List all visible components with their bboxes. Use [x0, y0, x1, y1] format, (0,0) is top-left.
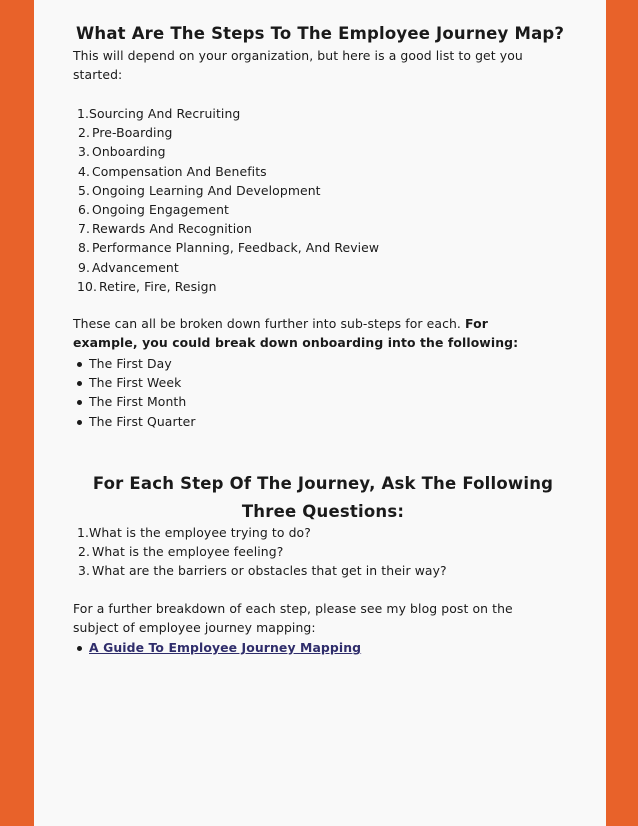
list-item [73, 638, 361, 657]
breakdown-emphasis: For example, you could break down onboarding into the following: [73, 316, 519, 351]
list-item: 10. Retire, Fire, Resign [76, 278, 217, 294]
onboarding-bullet-list [73, 354, 196, 431]
link-list [73, 638, 361, 657]
list-item: 7. Rewards And Recognition [77, 221, 252, 237]
intro-paragraph: This will depend on your organization, but here is a good list to get you started: [73, 48, 523, 83]
journey-steps-list [73, 104, 379, 296]
list-item: 1.Sourcing And Recruiting [76, 106, 241, 121]
questions-heading: For Each Step Of The Journey, Ask The Following Three Questions: [92, 474, 554, 521]
list-item: 3. Onboarding [77, 144, 166, 160]
list-item: The First Week [73, 373, 196, 392]
page-title: What Are The Steps To The Employee Journey Map? [76, 24, 565, 43]
list-item: 2. What is the employee feeling? [77, 544, 284, 560]
list-item: The First Month [73, 392, 196, 411]
list-item: 8. Performance Planning, Feedback, And Review [77, 240, 380, 256]
questions-list [73, 523, 447, 581]
list-item: 9. Advancement [77, 259, 179, 275]
list-item: 3. What are the barriers or obstacles that get in their way? [77, 563, 447, 579]
list-item: The First Quarter [73, 412, 196, 431]
list-item: 4. Compensation And Benefits [77, 163, 267, 179]
further-reading-paragraph: For a further breakdown of each step, please see my blog post on the subject of employee journey mapping: [73, 601, 513, 636]
list-item: 6. Ongoing Engagement [77, 202, 229, 218]
list-item: 1.What is the employee trying to do? [76, 525, 311, 540]
breakdown-paragraph: These can all be broken down further into sub-steps for each. For example, you could break down onboarding into the following: [73, 316, 519, 351]
list-item: 2. Pre-Boarding [77, 125, 173, 141]
document-page [34, 0, 606, 826]
blog-post-link[interactable]: A Guide To Employee Journey Mapping [89, 640, 362, 655]
list-item: The First Day [73, 354, 196, 373]
list-item: 5. Ongoing Learning And Development [77, 182, 321, 198]
